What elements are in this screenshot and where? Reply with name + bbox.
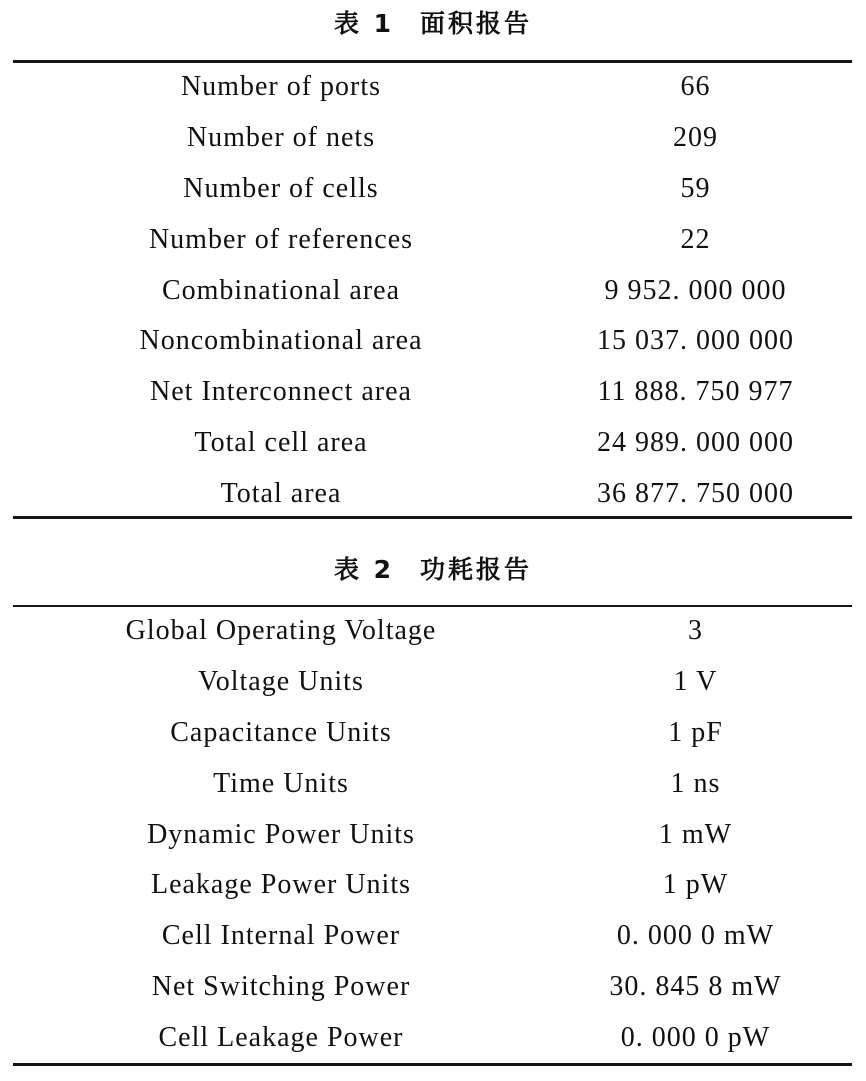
table1-caption-title: 面积报告 <box>420 9 533 38</box>
table-row <box>13 214 852 265</box>
row-value: 1 V <box>673 666 718 698</box>
row-value: 15 037. 000 000 <box>597 325 794 357</box>
table-row <box>13 657 852 708</box>
row-label: Net Switching Power <box>151 970 411 1002</box>
row-value: 1 ns <box>670 767 721 799</box>
row-value: 36 877. 750 000 <box>597 477 794 509</box>
table2-caption-number: 表 2 <box>333 555 395 584</box>
row-label: Total cell area <box>194 426 368 458</box>
row-label: Cell Leakage Power <box>158 1021 404 1053</box>
table-row <box>13 911 852 962</box>
row-label: Combinational area <box>161 274 401 306</box>
row-label: Capacitance Units <box>170 716 392 748</box>
row-value: 30. 845 8 mW <box>609 970 782 1002</box>
table2-bottom-rule <box>13 1063 852 1066</box>
table-row <box>13 809 852 860</box>
table-row <box>13 164 852 215</box>
table-row <box>13 860 852 911</box>
row-label: Number of references <box>148 223 414 255</box>
row-value: 66 <box>680 71 711 103</box>
table2-caption-title: 功耗报告 <box>420 555 533 584</box>
row-label: Number of cells <box>183 172 379 204</box>
row-value: 0. 000 0 pW <box>620 1021 771 1053</box>
row-label: Net Interconnect area <box>150 376 412 408</box>
row-label: Global Operating Voltage <box>125 615 437 647</box>
table1-area-report <box>13 62 852 519</box>
table2-power-report <box>13 606 852 1063</box>
table1-caption <box>0 6 866 42</box>
row-value: 9 952. 000 000 <box>604 274 787 306</box>
row-label: Cell Internal Power <box>161 920 401 952</box>
row-label: Time Units <box>213 767 349 799</box>
table-row <box>13 418 852 469</box>
row-label: Number of ports <box>180 71 382 103</box>
table1-bottom-rule <box>13 516 852 519</box>
row-value: 1 pF <box>668 716 723 748</box>
row-value: 1 pW <box>662 869 729 901</box>
table-row <box>13 708 852 759</box>
row-value: 22 <box>680 223 711 255</box>
table1-caption-number: 表 1 <box>333 9 395 38</box>
row-label: Voltage Units <box>198 666 364 698</box>
table-row <box>13 62 852 113</box>
row-value: 3 <box>688 615 703 647</box>
row-value: 24 989. 000 000 <box>597 426 794 458</box>
table-row <box>13 113 852 164</box>
row-label: Leakage Power Units <box>150 869 412 901</box>
row-value: 209 <box>673 122 718 154</box>
row-value: 59 <box>680 172 711 204</box>
table-row <box>13 758 852 809</box>
table2-caption <box>0 552 866 588</box>
row-value: 1 mW <box>658 818 733 850</box>
row-value: 11 888. 750 977 <box>597 376 794 408</box>
row-label: Dynamic Power Units <box>147 818 415 850</box>
table-row <box>13 468 852 519</box>
table-row <box>13 265 852 316</box>
row-label: Noncombinational area <box>139 325 423 357</box>
table-row <box>13 316 852 367</box>
table-row <box>13 962 852 1013</box>
row-label: Total area <box>220 477 342 509</box>
table-row <box>13 606 852 657</box>
row-value: 0. 000 0 mW <box>616 920 775 952</box>
table-row <box>13 367 852 418</box>
row-label: Number of nets <box>186 122 376 154</box>
table-row <box>13 1012 852 1063</box>
